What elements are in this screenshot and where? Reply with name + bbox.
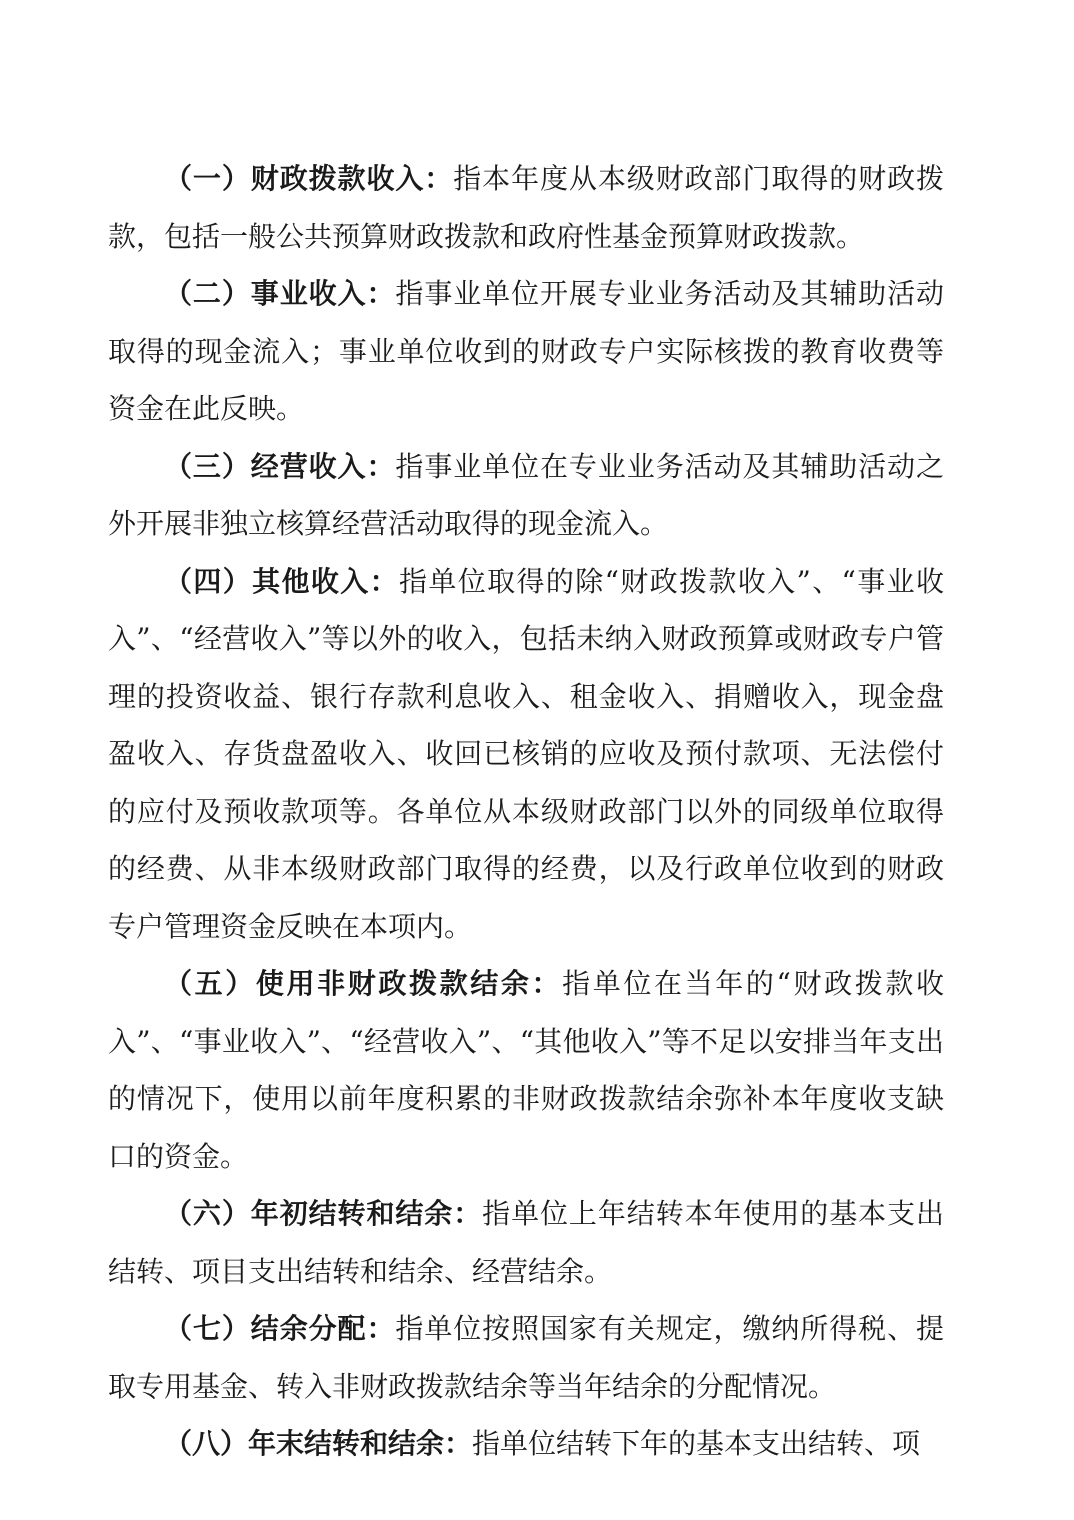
paragraph-3 [108,438,944,553]
paragraph-7 [108,1300,944,1415]
paragraph-8 [108,1415,944,1473]
paragraph-term: （六）年初结转和结余： [164,1197,483,1230]
paragraph-4 [108,553,944,956]
paragraph-body: 指事业单位在专业业务活动及其辅助活动之外开展非独立核算经营活动取得的现金流入。 [108,449,944,540]
paragraph-term: （二）事业收入： [164,277,396,310]
paragraph-term: （八）年末结转和结余： [164,1427,473,1460]
paragraph-body: 指单位上年结转本年使用的基本支出结转、项目支出结转和结余、经营结余。 [108,1197,944,1288]
paragraph-body: 指单位取得的除“财政拨款收入”、“事业收入”、“经营收入”等以外的收入，包括未纳入财政预算或财政专户管理的投资收益、银行存款利息收入、租金收入、捐赠收入，现金盘盈收入、存货盘盈收入、收回已核销的应收及预付款项、无法偿付的应付及预收款项等。各单位从本级财政部门以外的同级单位取得的经费、从非本级财政部门取得的经费，以及行政单位收到的财政专户管理资金反映在本项内。 [108,564,944,943]
paragraph-body: 指本年度从本级财政部门取得的财政拨款，包括一般公共预算财政拨款和政府性基金预算财政拨款。 [108,162,944,253]
paragraph-term: （四）其他收入： [164,564,399,598]
paragraph-2 [108,265,944,438]
paragraph-body: 指单位结转下年的基本支出结转、项 [472,1427,921,1460]
paragraph-body: 指事业单位开展专业业务活动及其辅助活动取得的现金流入；事业单位收到的财政专户实际核拨的教育收费等资金在此反映。 [108,277,944,425]
document-page [108,150,944,1473]
paragraph-body: 指单位在当年的“财政拨款收入”、“事业收入”、“经营收入”、“其他收入”等不足以安排当年支出的情况下，使用以前年度积累的非财政拨款结余弥补本年度收支缺口的资金。 [108,967,944,1173]
paragraph-1 [108,150,944,265]
paragraph-term: （一）财政拨款收入： [164,162,454,195]
paragraph-term: （五）使用非财政拨款结余： [164,967,563,1000]
paragraph-6 [108,1185,944,1300]
paragraph-term: （三）经营收入： [164,449,396,483]
paragraph-5 [108,955,944,1185]
paragraph-term: （七）结余分配： [164,1312,396,1345]
paragraph-body: 指单位按照国家有关规定，缴纳所得税、提取专用基金、转入非财政拨款结余等当年结余的分配情况。 [108,1312,944,1403]
